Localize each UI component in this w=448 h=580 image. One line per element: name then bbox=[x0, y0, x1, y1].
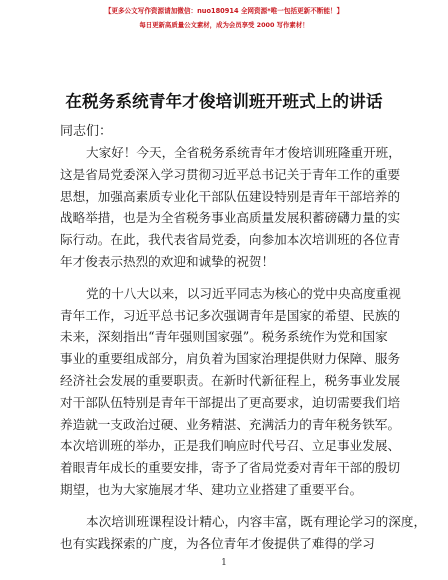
paragraph-2-line-9: 着眼青年成长的重要安排，寄予了省局党委对青年干部的殷切 bbox=[60, 460, 401, 476]
paragraph-1-line-2: 这是省局党委深入学习贯彻习近平总书记关于青年工作的重要 bbox=[60, 166, 401, 182]
paragraph-2-line-7: 养造就一支政治过硬、业务精湛、充满活力的青年税务铁军。 bbox=[60, 416, 401, 432]
paragraph-2-line-5: 经济社会发展的重要职责。在新时代新征程上，税务事业发展 bbox=[60, 372, 401, 388]
paragraph-2-line-4: 事业的重要组成部分，肩负着为国家治理提供财力保障、服务 bbox=[60, 351, 401, 367]
promo-banner bbox=[0, 4, 448, 32]
document-body bbox=[60, 142, 427, 554]
paragraph-1-line-4: 战略举措，也是为全省税务事业高质量发展积蓄磅礴力量的实 bbox=[60, 210, 401, 226]
promo-banner-line-1: 【更多公文写作资源请加微信：nuo180914 全网资源*唯一包括更新不断能！】 bbox=[104, 7, 344, 15]
paragraph-2-line-10: 期望，也为大家施展才华、建功立业搭建了重要平台。 bbox=[60, 481, 363, 497]
salutation: 同志们： bbox=[60, 124, 113, 139]
paragraph-1-line-6: 年才俊表示热烈的欢迎和诚挚的祝贺！ bbox=[60, 253, 275, 269]
paragraph-2-line-1: 党的十八大以来，以习近平同志为核心的党中央高度重视 bbox=[86, 285, 401, 301]
paragraph-2-line-8: 本次培训班的举办，正是我们响应时代号召、立足事业发展、 bbox=[60, 438, 401, 454]
paragraph-1-line-3: 思想，加强高素质专业化干部队伍建设特别是青年干部培养的 bbox=[60, 188, 401, 204]
document-title: 在税务系统青年才俊培训班开班式上的讲话 bbox=[65, 92, 383, 111]
paragraph-2-line-6: 对干部队伍特别是青年干部提出了更高要求，迫切需要我们培 bbox=[60, 394, 401, 410]
paragraph-3-line-2: 也有实践探索的广度，为各位青年才俊提供了难得的学习 bbox=[60, 535, 375, 551]
paragraph-spacer bbox=[60, 273, 390, 283]
paragraph-1-line-1: 大家好！今天，全省税务系统青年才俊培训班隆重开班， bbox=[86, 145, 401, 160]
promo-banner-line-2: 每日更新高质量公文素材，成为会员享受 2000 写作素材！ bbox=[139, 21, 309, 29]
paragraph-3-line-1: 本次培训班课程设计精心，内容丰富，既有理论学习的深度， bbox=[86, 513, 427, 529]
paragraph-2-line-2: 青年工作，习近平总书记多次强调青年是国家的希望、民族的 bbox=[60, 307, 401, 323]
paragraph-1-line-5: 际行动。在此，我代表省局党委，向参加本次培训班的各位青 bbox=[60, 232, 401, 248]
paragraph-spacer bbox=[60, 501, 390, 511]
paragraph-2-line-3: 未来，深刻指出“青年强则国家强”。税务系统作为党和国家 bbox=[60, 329, 388, 345]
page-number: 1 bbox=[221, 558, 227, 568]
